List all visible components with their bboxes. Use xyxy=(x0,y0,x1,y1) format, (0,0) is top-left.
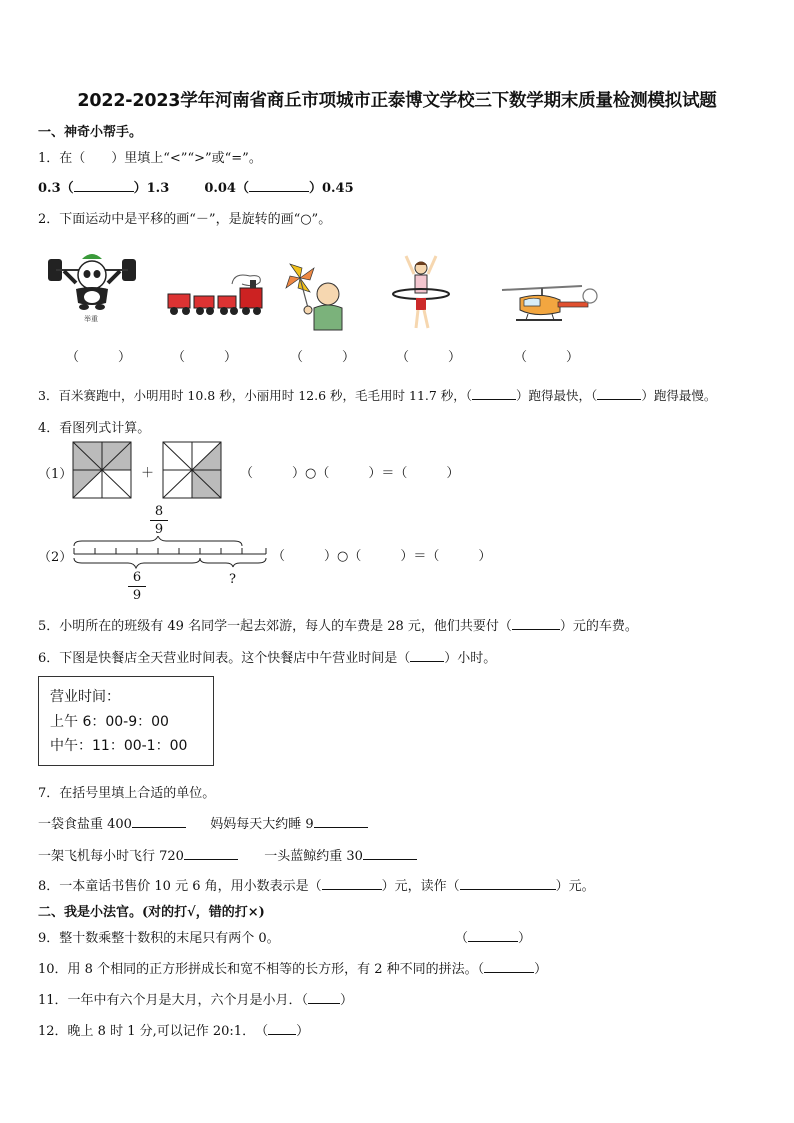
page-title: 2022-2023学年河南省商丘市项城市正泰博文学校三下数学期末质量检测模拟试题 xyxy=(77,91,717,111)
q1-a-left: 0.3（ xyxy=(38,181,74,196)
q6-text-2: ）小时。 xyxy=(444,651,497,666)
q7-b-text: 妈妈每天大约睡 9 xyxy=(210,817,314,832)
q7-d-blank[interactable] xyxy=(363,847,417,860)
question-2: 2．下面运动中是平移的画“－”，是旋转的画“○”。 xyxy=(38,212,332,227)
hula-hoop-girl-picture xyxy=(388,252,454,334)
q6-text-1: 6．下图是快餐店全天营业时间表。这个快餐店中午营业时间是（ xyxy=(38,651,411,666)
fraction-bottom-bar xyxy=(128,586,146,587)
q8-blank-decimal[interactable] xyxy=(322,877,382,890)
q7-c-blank[interactable] xyxy=(184,847,238,860)
noon-hours: 中午：11：00-1：00 xyxy=(50,738,188,754)
question-6 xyxy=(38,647,496,666)
q12-paren-right: ） xyxy=(296,1024,310,1039)
fraction-top-numerator: 8 xyxy=(154,504,164,519)
question-10 xyxy=(38,958,547,977)
morning-hours: 上午 6：00-9：00 xyxy=(50,714,169,730)
q3-blank-fastest[interactable] xyxy=(472,387,516,400)
pinwheel-boy-picture xyxy=(284,260,350,336)
q8-text-3: ）元。 xyxy=(555,879,595,894)
q4-expression-2[interactable]: （ ）○（ ）＝（ ） xyxy=(272,549,492,564)
fraction-top-bar xyxy=(150,520,168,521)
question-7-row-1 xyxy=(38,813,368,832)
q11-text: 11．一年中有六个月是大月，六个月是小月．（ xyxy=(38,993,309,1008)
section-heading-1: 一、神奇小帮手。 xyxy=(38,125,143,140)
question-4: 4．看图列式计算。 xyxy=(38,421,151,436)
q4-label-1: （1） xyxy=(38,467,73,482)
question-1-items xyxy=(38,177,354,196)
number-line-diagram xyxy=(70,536,270,570)
q2-answer-3[interactable]: （ ） xyxy=(290,350,356,365)
q3-text-3: ）跑得最慢。 xyxy=(641,388,717,403)
q9-answer[interactable] xyxy=(455,927,531,946)
q1-a-blank[interactable] xyxy=(74,179,134,192)
q7-a-blank[interactable] xyxy=(132,815,186,828)
q10-text: 10．用 8 个相同的正方形拼成长和宽不相等的长方形，有 2 种不同的拼法。（ xyxy=(38,962,485,977)
question-8 xyxy=(38,875,595,894)
q10-paren-right: ） xyxy=(534,962,548,977)
q5-blank[interactable] xyxy=(512,617,560,630)
question-1: 1．在（ ）里填上“<”“>”或“=”。 xyxy=(38,151,262,166)
q4-expression-1[interactable]: （ ）○（ ）＝（ ） xyxy=(240,466,460,481)
question-11 xyxy=(38,989,353,1008)
q5-text-1: 5．小明所在的班级有 49 名同学一起去郊游，每人的车费是 28 元，他们共要付（ xyxy=(38,619,512,634)
q3-text-2: ）跑得最快，（ xyxy=(516,388,598,403)
q12-blank[interactable] xyxy=(268,1022,296,1035)
toy-train-picture xyxy=(164,270,266,322)
q7-a-text: 一袋食盐重 400 xyxy=(38,817,132,832)
fraction-bottom-numerator: 6 xyxy=(132,570,142,585)
q9-blank[interactable] xyxy=(468,929,518,942)
question-7: 7．在括号里填上合适的单位。 xyxy=(38,786,216,801)
business-hours-box xyxy=(38,676,214,766)
q1-b-right: ）0.45 xyxy=(308,181,354,196)
q11-blank[interactable] xyxy=(308,991,340,1004)
q2-answer-1[interactable]: （ ） xyxy=(66,350,132,365)
question-12 xyxy=(38,1020,309,1039)
fraction-square-2 xyxy=(162,441,222,499)
weightlift-caption: 举重 xyxy=(84,315,98,323)
unknown-part-mark: ? xyxy=(229,572,236,587)
q5-text-2: ）元的车费。 xyxy=(559,619,638,634)
q7-c-text: 一架飞机每小时飞行 720 xyxy=(38,849,184,864)
fraction-top-denominator: 9 xyxy=(154,522,164,537)
q11-paren-right: ） xyxy=(340,993,354,1008)
q1-b-left: 0.04（ xyxy=(204,181,249,196)
q8-text-2: ）元，读作（ xyxy=(381,879,460,894)
q12-text: 12．晚上 8 时 1 分,可以记作 20:1． （ xyxy=(38,1024,269,1039)
q2-answer-5[interactable]: （ ） xyxy=(514,350,580,365)
q9-paren-right: ） xyxy=(518,931,532,946)
q8-text-1: 8．一本童话书售价 10 元 6 角，用小数表示是（ xyxy=(38,879,322,894)
q1-a-right: ）1.3 xyxy=(133,181,170,196)
q9-paren-left: （ xyxy=(455,931,469,946)
helicopter-picture xyxy=(496,282,600,328)
business-hours-title: 营业时间： xyxy=(50,689,120,705)
weightlifting-panda-picture xyxy=(46,245,138,325)
q8-blank-reading[interactable] xyxy=(460,877,556,890)
question-7-row-2 xyxy=(38,845,417,864)
q6-blank[interactable] xyxy=(410,649,444,662)
q2-answer-2[interactable]: （ ） xyxy=(172,350,238,365)
q1-b-blank[interactable] xyxy=(249,179,309,192)
question-9: 9．整十数乘整十数积的末尾只有两个 0。 xyxy=(38,931,280,946)
q3-blank-slowest[interactable] xyxy=(597,387,641,400)
q4-label-2: （2） xyxy=(38,550,73,565)
fraction-square-1 xyxy=(72,441,132,499)
q2-answer-4[interactable]: （ ） xyxy=(396,350,462,365)
plus-sign: ＋ xyxy=(141,466,155,481)
fraction-bottom-denominator: 9 xyxy=(132,588,142,603)
question-5 xyxy=(38,615,638,634)
q10-blank[interactable] xyxy=(484,960,534,973)
question-3 xyxy=(38,386,716,404)
section-heading-2: 二、我是小法官。(对的打√，错的打×) xyxy=(38,905,265,920)
q7-d-text: 一头蓝鲸约重 30 xyxy=(264,849,363,864)
q7-b-blank[interactable] xyxy=(314,815,368,828)
q3-text-1: 3．百米赛跑中，小明用时 10.8 秒，小丽用时 12.6 秒，毛毛用时 11.7 秒，（ xyxy=(38,388,473,403)
